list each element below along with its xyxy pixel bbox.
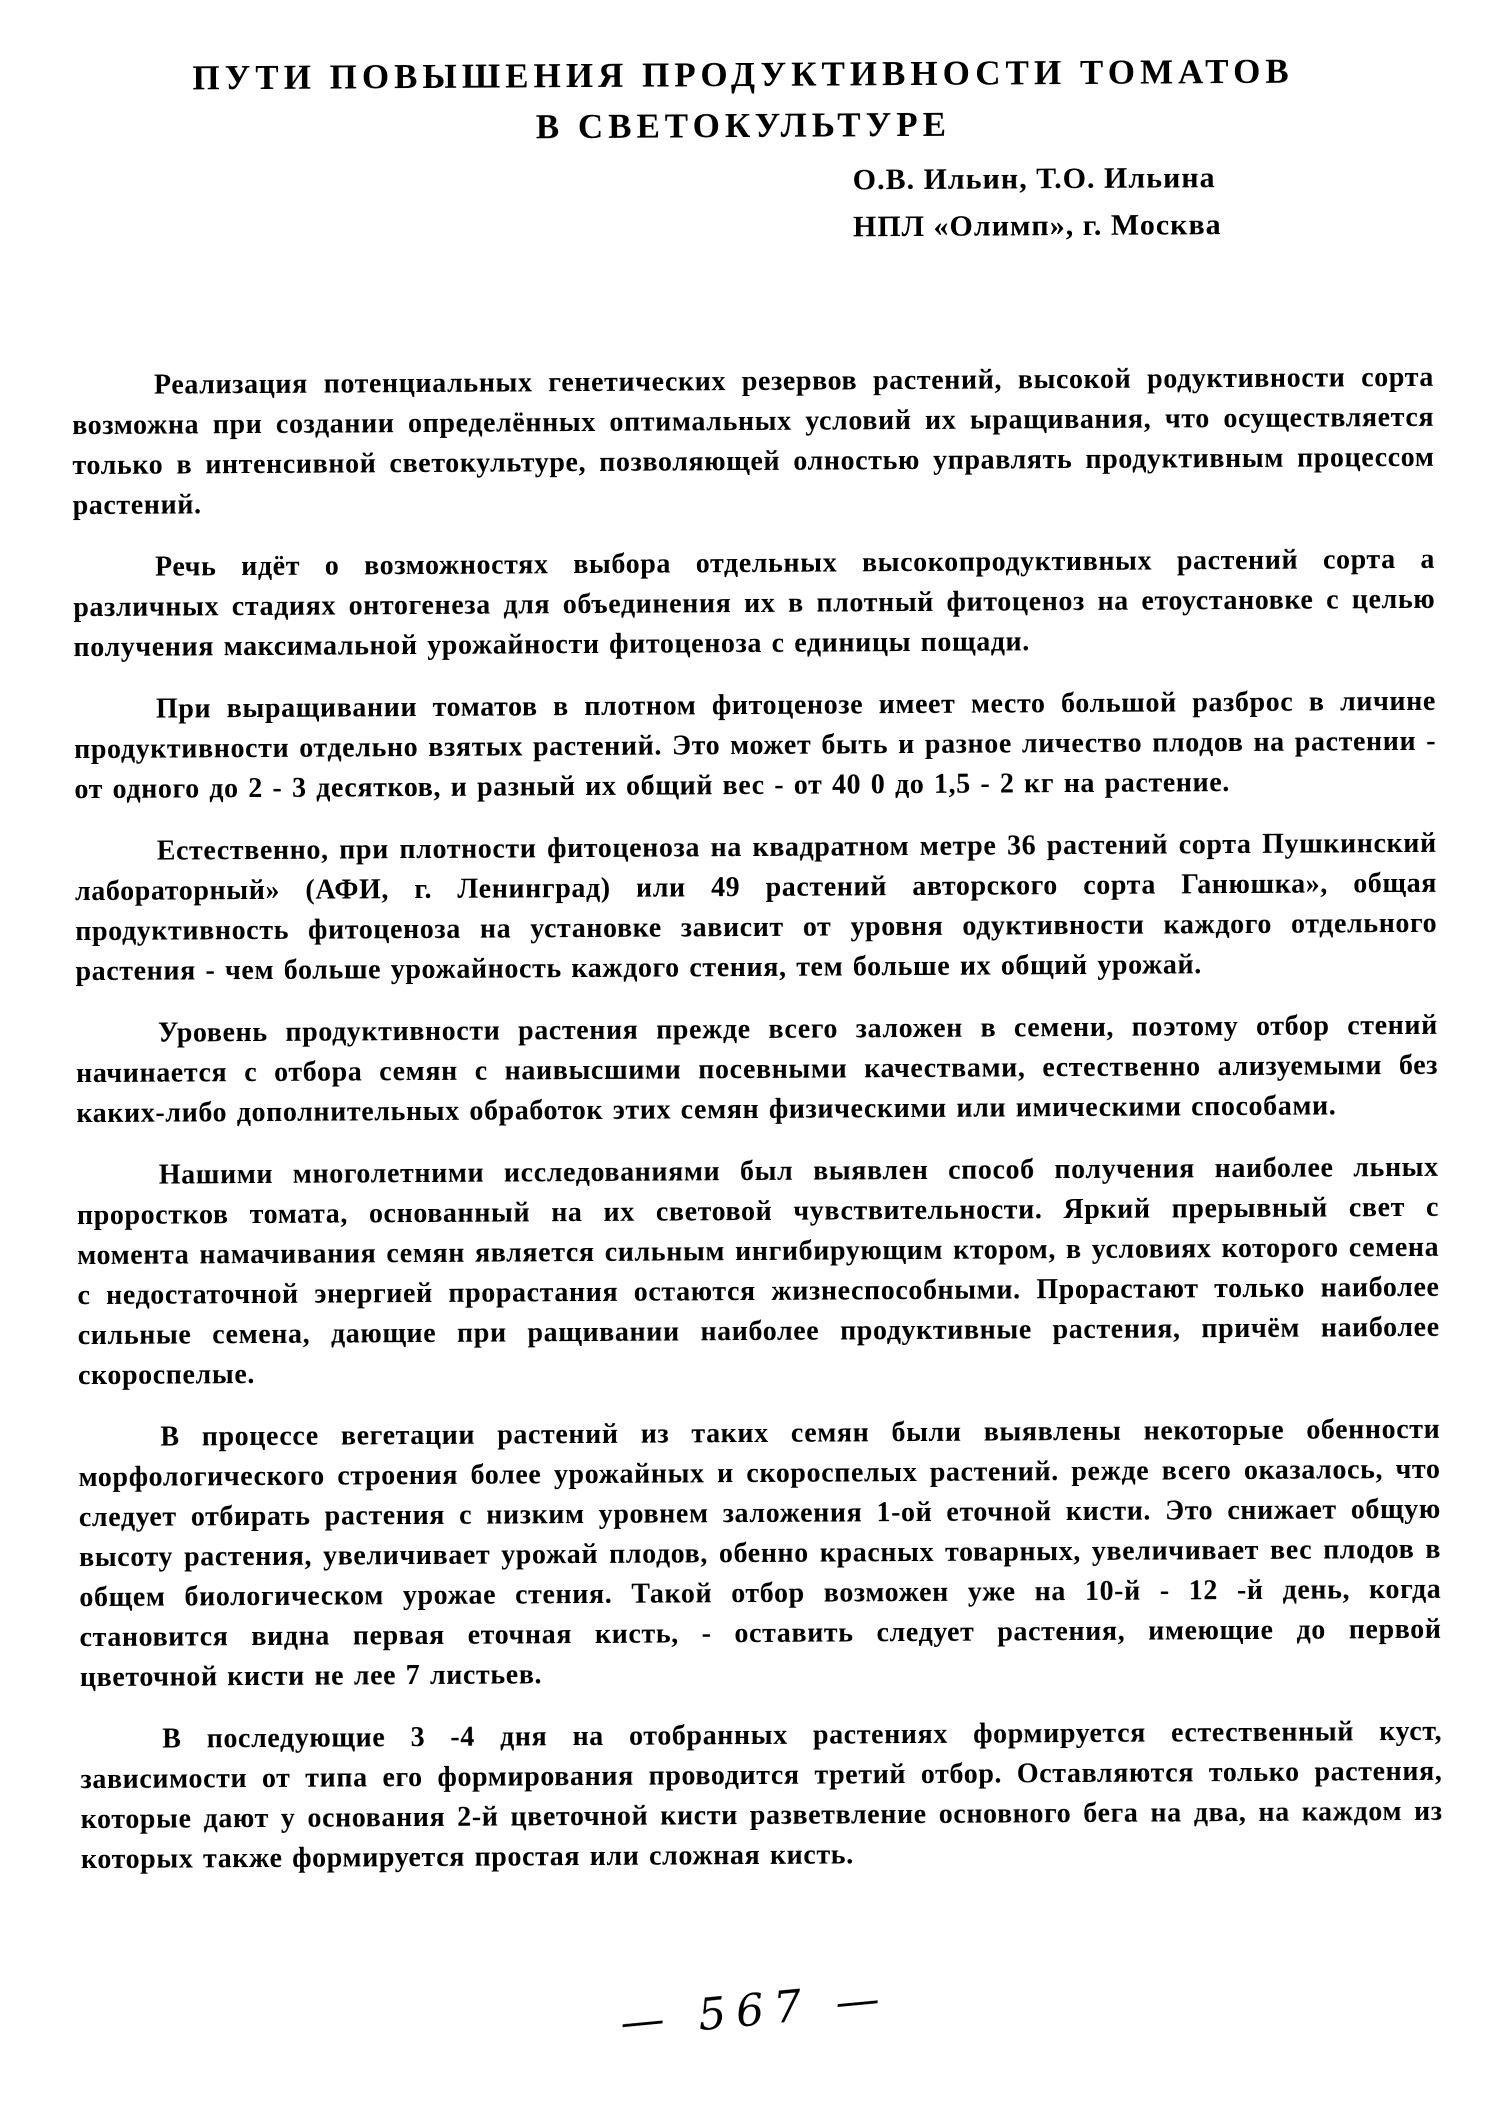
title-line-2: В СВЕТОКУЛЬТУРЕ xyxy=(535,104,952,147)
paragraph-6: Нашими многолетними исследованиями был выявлен способ получения наиболее льных проростков томата, основанный на их световой чувствительности. Яркий прерывный свет с момента намачивания семян является сильным ингибирующим ктором, в условиях которого семена с недостаточной энергией прорастания остаются жизнеспособными. Прорастают только наиболее сильные семена, дающие при ращивании наиболее продуктивные растения, причём наиболее скороспелые. xyxy=(76,1151,1440,1392)
document-title xyxy=(0,0,1493,156)
authors-names: О.В. Ильин, Т.О. Ильина xyxy=(852,161,1216,197)
authors-affiliation: НПЛ «Олимп», г. Москва xyxy=(852,207,1222,243)
paragraph-7: В процессе вегетации растений из таких семян были выявлены некоторые обенности морфологического строения более урожайных и скороспелых растений. режде всего оказалось, что следует отбирать растения с низким уровнем заложения 1-ой еточной кисти. Это снижает общую высоту растения, увеличивает урожай плодов, обенно красных товарных, увеличивает вес плодов в общем биологическом урожае стения. Такой отбор возможен уже на 10-й - 12 -й день, когда становится видна первая еточная кисть, - оставить следует растения, имеющие до первой цветочной кисти не лее 7 листьев. xyxy=(78,1413,1442,1694)
title-line-1: ПУТИ ПОВЫШЕНИЯ ПРОДУКТИВНОСТИ ТОМАТОВ xyxy=(192,51,1294,98)
authors-block xyxy=(853,155,1222,250)
paragraph-2: Речь идёт о возможностях выбора отдельных высокопродуктивных растений сорта а различных стадиях онтогенеза для объединения их в плотный фитоценоз на етоустановке с целью получения максимальной урожайности фитоценоза с единицы пощади. xyxy=(73,543,1436,664)
handwritten-page-number: — 567 — xyxy=(618,1972,892,2049)
document-body xyxy=(72,358,1443,1902)
paragraph-8: В последующие 3 -4 дня на отобранных растениях формируется естественный куст, зависимости от типа его формирования проводится третий отбор. Оставляются только растения, которые дают у основания 2-й цветочной кисти разветвление основного бега на два, на каждом из которых также формируется простая или сложная кисть. xyxy=(80,1715,1443,1876)
paragraph-1: Реализация потенциальных генетических резервов растений, высокой родуктивности сорта возможна при создании определённых оптимальных условий их ыращивания, что осуществляется только в интенсивной светокультуре, позволяющей олностью управлять продуктивным процессом растений. xyxy=(72,361,1435,522)
paragraph-3: При выращивании томатов в плотном фитоценозе имеет место большой разброс в личине продуктивности отдельно взятых растений. Это может быть и разное личество плодов на растении - от одного до 2 - 3 десятков, и разный их общий вес - от 40 0 до 1,5 - 2 кг на растение. xyxy=(74,685,1437,806)
paragraph-4: Естественно, при плотности фитоценоза на квадратном метре 36 растений сорта Пушкинский лабораторный» (АФИ, г. Ленинград) или 49 растений авторского сорта Ганюшка», общая продуктивность фитоценоза на установке зависит от уровня одуктивности каждого отдельного растения - чем больше урожайность каждого стения, тем больше их общий урожай. xyxy=(74,827,1438,988)
paragraph-5: Уровень продуктивности растения прежде всего заложен в семени, поэтому отбор стений начинается с отбора семян с наивысшими посевными качествами, естественно ализуемыми без каких-либо дополнительных обработок этих семян физическими или имическими способами. xyxy=(76,1009,1439,1130)
